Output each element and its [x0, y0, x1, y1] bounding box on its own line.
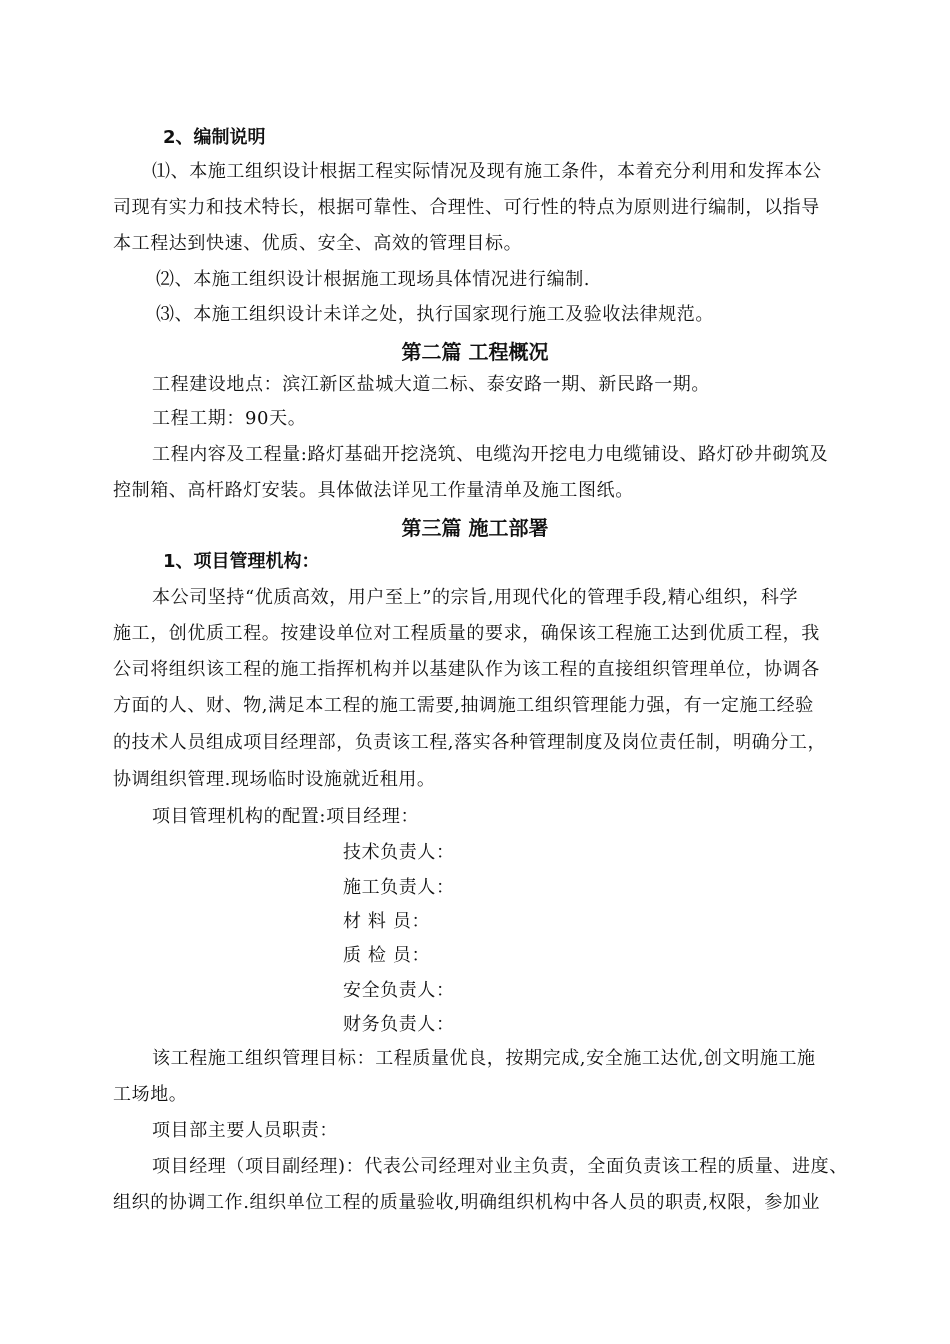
role-item: 施工负责人：: [343, 877, 455, 898]
paragraph-line: ⑶、本施工组织设计未详之处，执行国家现行施工及验收法律规范。: [156, 304, 714, 325]
role-item: 安全负责人：: [343, 980, 455, 1001]
chapter-title-deployment: 第三篇 施工部署: [401, 516, 549, 540]
paragraph-line: 本公司坚持“优质高效，用户至上”的宗旨,用现代化的管理手段,精心组织，科学: [152, 587, 799, 608]
paragraph-line: ⑵、本施工组织设计根据施工现场具体情况进行编制.: [156, 269, 591, 290]
paragraph-line: 协调组织管理.现场临时设施就近租用。: [113, 769, 436, 790]
role-item: 材 料 员：: [343, 911, 431, 932]
config-label: 项目管理机构的配置:项目经理：: [152, 806, 420, 827]
paragraph-line: 组织的协调工作.组织单位工程的质量验收,明确组织机构中各人员的职责,权限，参加业: [113, 1192, 821, 1213]
role-item: 技术负责人：: [343, 842, 455, 863]
paragraph-line: 项目经理（项目副经理)：代表公司经理对业主负责，全面负责该工程的质量、进度、: [152, 1156, 848, 1177]
paragraph-line: ⑴、本施工组织设计根据工程实际情况及现有施工条件，本着充分利用和发挥本公: [152, 161, 822, 182]
paragraph-line: 该工程施工组织管理目标：工程质量优良，按期完成,安全施工达优,创文明施工施: [152, 1048, 816, 1069]
paragraph-line: 本工程达到快速、优质、安全、高效的管理目标。: [113, 233, 523, 254]
duties-label: 项目部主要人员职责：: [152, 1120, 338, 1141]
role-item: 质 检 员：: [343, 945, 431, 966]
section-heading-compilation: 2、编制说明: [163, 127, 266, 148]
paragraph-line: 公司将组织该工程的施工指挥机构并以基建队作为该工程的直接组织管理单位，协调各: [113, 659, 820, 680]
paragraph-line: 工程内容及工程量:路灯基础开挖浇筑、电缆沟开挖电力电缆铺设、路灯砂井砌筑及: [152, 444, 829, 465]
paragraph-line: 方面的人、财、物,满足本工程的施工需要,抽调施工组织管理能力强，有一定施工经验: [113, 695, 814, 716]
paragraph-line: 控制箱、高杆路灯安装。具体做法详见工作量清单及施工图纸。: [113, 480, 634, 501]
subsection-heading: 1、项目管理机构：: [163, 551, 320, 572]
paragraph-line: 工程建设地点：滨江新区盐城大道二标、泰安路一期、新民路一期。: [152, 374, 710, 395]
paragraph-line: 施工，创优质工程。按建设单位对工程质量的要求，确保该工程施工达到优质工程，我: [113, 623, 820, 644]
paragraph-line: 司现有实力和技术特长，根据可靠性、合理性、可行性的特点为原则进行编制，以指导: [113, 197, 820, 218]
paragraph-line: 的技术人员组成项目经理部，负责该工程,落实各种管理制度及岗位责任制，明确分工，: [113, 732, 827, 753]
paragraph-line: 工程工期：90天。: [152, 408, 307, 429]
chapter-title-overview: 第二篇 工程概况: [401, 340, 549, 364]
role-item: 财务负责人：: [343, 1014, 455, 1035]
paragraph-line: 工场地。: [113, 1084, 188, 1105]
